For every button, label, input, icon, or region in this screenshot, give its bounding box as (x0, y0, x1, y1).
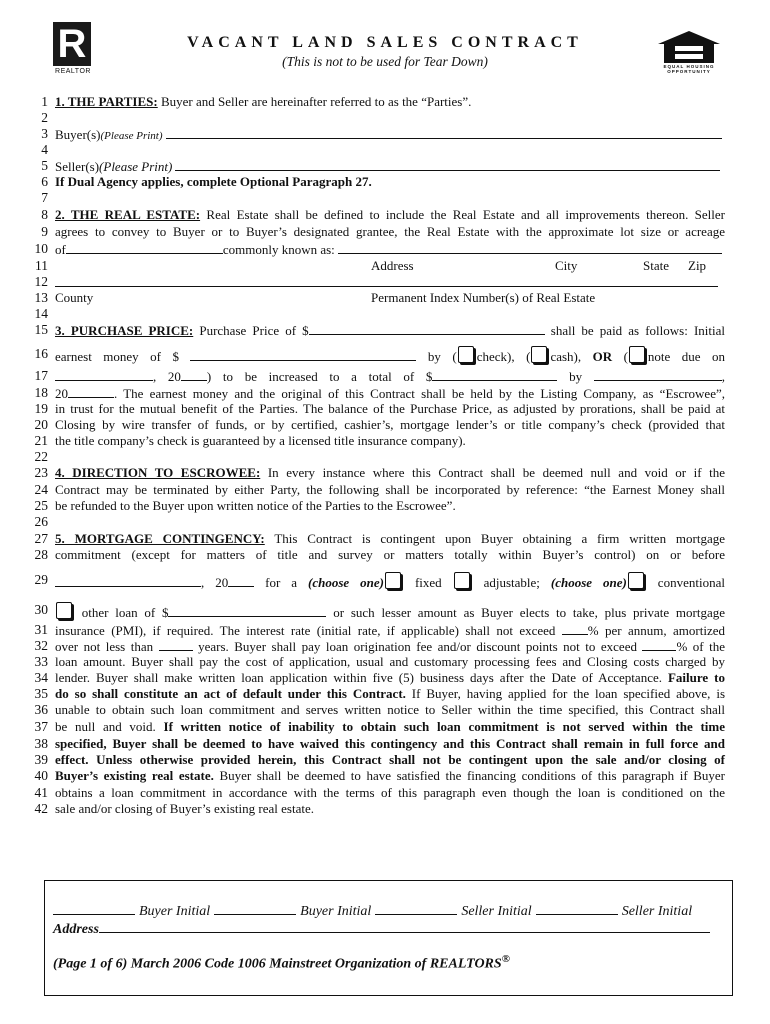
line-text: agrees to convey to Buyer or to Buyer’s designated grantee, the Real Estate with the approximate lot size or acreage (55, 224, 725, 239)
line-number: 42 (34, 801, 48, 816)
contract-line-7 (30, 190, 725, 206)
line-number: 21 (34, 433, 48, 448)
contract-subtitle: (This is not to be used for Tear Down) (282, 54, 488, 69)
line-text: commonly known as: (222, 242, 335, 257)
seller-label-hint: (Please Print) (99, 159, 173, 174)
line-number: 33 (34, 654, 48, 669)
contract-line-31 (30, 622, 725, 638)
line-text: cash), (550, 349, 593, 364)
line-number: 34 (34, 670, 48, 685)
note-due-date-field[interactable] (55, 368, 153, 381)
county-pin-field[interactable] (55, 274, 718, 287)
line-number: 8 (41, 207, 48, 222)
contract-line-35 (30, 686, 725, 702)
earnest-increase-year-field[interactable] (68, 385, 114, 398)
line-text: by ( (427, 349, 457, 364)
contract-line-26 (30, 514, 725, 530)
line-text: ) to be increased to a total of $ (206, 369, 433, 384)
line-text: by (557, 369, 594, 384)
address-label: Address (53, 922, 99, 937)
line-text: do so shall constitute an act of default under this Contract. (55, 686, 406, 701)
line-number: 3 (41, 126, 48, 141)
note-checkbox[interactable] (629, 346, 645, 363)
seller-initial-label-2: Seller Initial (621, 904, 693, 919)
section-heading-purchase-price: 3. PURCHASE PRICE: (55, 323, 194, 338)
contract-line-12 (30, 274, 725, 290)
line-text: or such lesser amount as Buyer elects to take, plus private mortgage (326, 605, 725, 620)
contract-line-23 (30, 465, 725, 481)
line-text: fixed (404, 575, 453, 590)
line-number: 12 (34, 274, 48, 289)
address-row (53, 920, 710, 938)
contract-line-17 (30, 368, 725, 384)
contract-line-22 (30, 449, 725, 465)
line-text: adjustable; (472, 575, 551, 590)
zip-caption: Zip (688, 258, 707, 273)
buyer-label: Buyer(s) (55, 127, 101, 142)
contract-line-14 (30, 306, 725, 322)
line-text: Buyer shall be deemed to have satisfied the financing conditions of this paragraph if Buyer (213, 768, 726, 783)
contract-line-3 (30, 126, 725, 142)
line-text: other loan of $ (75, 605, 169, 620)
line-number: 23 (34, 465, 48, 480)
line-text: effect. Unless otherwise provided herein, this Contract shall not be contingent upon the sale and/or closing of (55, 752, 725, 767)
line-text: Buyer’s existing real estate. (55, 768, 214, 783)
line-number: 5 (41, 158, 48, 173)
line-text: In every instance where this Contract shall be deemed null and void or if the (260, 465, 725, 480)
earnest-money-field[interactable] (190, 348, 416, 361)
contract-line-9 (30, 224, 725, 240)
line-number: 1 (41, 94, 48, 109)
line-text: If Buyer, having applied for the loan specified above, is (405, 686, 725, 701)
buyer-initial-label-2: Buyer Initial (300, 904, 372, 919)
line-number: 19 (34, 401, 48, 416)
line-number: 16 (34, 346, 48, 361)
line-text: , 20 (153, 369, 181, 384)
realtor-logo-caption: REALTOR (55, 68, 91, 75)
line-text: conventional (646, 575, 725, 590)
contract-line-41 (30, 785, 725, 801)
line-number: 38 (34, 736, 48, 751)
check-checkbox[interactable] (458, 346, 474, 363)
conventional-loan-checkbox[interactable] (628, 572, 644, 589)
fixed-rate-checkbox[interactable] (385, 572, 401, 589)
line-text: insurance (PMI), if required. The interest rate (initial rate, if applicable) shall not exceed (55, 623, 562, 638)
page-footer-info (53, 953, 510, 973)
line-text: ( (612, 349, 628, 364)
contract-line-37 (30, 719, 725, 735)
line-text: Purchase Price of $ (193, 323, 309, 338)
contract-line-36 (30, 702, 725, 718)
note-due-year-field[interactable] (181, 368, 207, 381)
contract-line-1 (30, 94, 725, 110)
address-caption: Address (371, 258, 414, 273)
line-text: the title company’s check is guaranteed by a licensed title insurance company). (55, 433, 466, 448)
line-number: 10 (34, 241, 48, 256)
line-number: 35 (34, 686, 48, 701)
contract-line-5 (30, 158, 725, 174)
line-text: % per annum, amortized (587, 623, 725, 638)
contract-line-27 (30, 531, 725, 547)
line-number: 6 (41, 174, 48, 189)
seller-initial-field-2[interactable] (536, 902, 618, 915)
line-text: , (721, 369, 725, 384)
initials-row (53, 902, 722, 920)
line-number: 9 (41, 224, 48, 239)
origination-fee-field[interactable] (642, 638, 676, 651)
contract-title: VACANT LAND SALES CONTRACT (187, 34, 583, 51)
line-text: years. Buyer shall pay loan origination fee and/or discount points not to exceed (192, 639, 643, 654)
line-number: 25 (34, 498, 48, 513)
line-text: Closing by wire transfer of funds, or by certified, cashier’s, mortgage lender’s or title company’s check (provided that (55, 417, 725, 432)
equal-housing-house-icon (656, 30, 722, 64)
line-text: be null and void. (55, 719, 164, 734)
contract-line-21 (30, 433, 725, 449)
section-heading-real-estate: 2. THE REAL ESTATE: (55, 207, 201, 222)
contract-line-16 (30, 341, 725, 365)
line-text: for a (254, 575, 309, 590)
line-number: 4 (41, 142, 48, 157)
line-text: Failure to (667, 670, 725, 685)
initials-footer-box (44, 880, 733, 996)
commitment-year-field[interactable] (228, 574, 254, 587)
line-number: 29 (34, 572, 48, 587)
seller-initial-field-1[interactable] (375, 902, 457, 915)
line-text: specified, Buyer shall be deemed to have waived this contingency and this Contract shall remain in full force and (55, 736, 725, 751)
line-number: 30 (34, 602, 48, 617)
property-address-field[interactable] (338, 241, 722, 254)
buyer-initial-field-2[interactable] (214, 902, 296, 915)
line-number: 36 (34, 702, 48, 717)
line-text: earnest money of $ (55, 349, 179, 364)
lot-size-field[interactable] (66, 241, 223, 254)
loan-amount-field[interactable] (168, 604, 326, 617)
purchase-price-field[interactable] (309, 322, 545, 335)
line-number: 24 (34, 482, 48, 497)
contract-line-25 (30, 498, 725, 514)
address-field[interactable] (99, 920, 710, 933)
realtor-logo: R REALTOR (50, 20, 96, 78)
buyer-initial-field-1[interactable] (53, 902, 135, 915)
section-heading-parties: 1. THE PARTIES: (55, 94, 158, 109)
equal-housing-logo (656, 30, 722, 74)
line-number: 41 (34, 785, 48, 800)
contract-line-38 (30, 736, 725, 752)
city-caption: City (555, 258, 578, 273)
line-text: (choose one) (308, 575, 384, 590)
line-text: OR (592, 349, 613, 364)
line-text: If written notice of inability to obtain such loan commitment is not served within the time (163, 719, 725, 734)
line-text: unable to obtain such loan commitment and serves written notice to Seller within the time specified, this Contract shall (55, 702, 725, 717)
dual-agency-note: If Dual Agency applies, complete Optional Paragraph 27. (55, 174, 372, 189)
state-caption: State (643, 258, 669, 273)
cash-checkbox[interactable] (531, 346, 547, 363)
line-text: % of the (676, 639, 726, 654)
line-number: 11 (35, 258, 48, 273)
contract-line-39 (30, 752, 725, 768)
earnest-increase-date-field[interactable] (594, 368, 722, 381)
line-text: , 20 (201, 575, 229, 590)
line-text: Buyer and Seller are hereinafter referred to as the “Parties”. (157, 94, 472, 109)
contract-line-19 (30, 401, 725, 417)
contract-line-6 (30, 174, 725, 190)
line-number: 27 (34, 531, 48, 546)
buyer-label-hint: (Please Print) (100, 130, 163, 142)
contract-line-13 (30, 290, 725, 306)
contract-line-30 (30, 597, 725, 621)
line-number: 7 (41, 190, 48, 205)
line-text: commitment (except for matters of title and survey or matters totally within Buyer’s control) on or before (55, 547, 725, 562)
line-text: check), ( (476, 349, 531, 364)
contract-line-4 (30, 142, 725, 158)
line-text: This Contract is contingent upon Buyer obtaining a firm written mortgage (264, 531, 725, 546)
line-text: note due on (647, 349, 726, 364)
registered-mark: ® (501, 953, 510, 965)
seller-initial-label-1: Seller Initial (461, 904, 532, 919)
line-number: 37 (34, 719, 48, 734)
line-text: sale and/or closing of Buyer’s existing real estate. (55, 801, 314, 816)
line-text: in trust for the mutual benefit of the Parties. The balance of the Purchase Price, as adjusted by prorations, shall be paid at (55, 401, 725, 416)
line-text: 20 (55, 386, 68, 401)
line-text: Contract may be terminated by either Party, the following shall be incorporated by reference: “the Earnest Money shall (55, 482, 725, 497)
total-earnest-money-field[interactable] (432, 368, 557, 381)
seller-name-field[interactable] (175, 158, 720, 171)
contract-line-10 (30, 241, 725, 257)
contract-line-2 (30, 110, 725, 126)
contract-line-28 (30, 547, 725, 563)
contract-line-20 (30, 417, 725, 433)
contract-line-24 (30, 482, 725, 498)
page-info-text: (Page 1 of 6) March 2006 Code 1006 Mainstreet Organization of REALTORS (53, 956, 502, 972)
section-heading-mortgage: 5. MORTGAGE CONTINGENCY: (55, 531, 265, 546)
buyer-initial-label-1: Buyer Initial (139, 904, 211, 919)
line-number: 26 (34, 514, 48, 529)
line-number: 17 (34, 368, 48, 383)
line-text: loan amount. Buyer shall pay the cost of application, usual and customary processing fees and Closing costs charged by (55, 654, 725, 669)
line-number: 39 (34, 752, 48, 767)
pin-caption: Permanent Index Number(s) of Real Estate (371, 290, 596, 305)
line-text: lender. Buyer shall make written loan application within five (5) business days after the Date of Acceptance. (55, 670, 668, 685)
line-text: be refunded to the Buyer upon written notice of the Parties to the Escrowee”. (55, 498, 456, 513)
line-number: 28 (34, 547, 48, 562)
contract-line-15 (30, 322, 725, 338)
line-number: 2 (41, 110, 48, 125)
contract-line-33 (30, 654, 725, 670)
line-number: 20 (34, 417, 48, 432)
contract-line-40 (30, 768, 725, 784)
line-text: over not less than (55, 639, 159, 654)
section-heading-escrowee: 4. DIRECTION TO ESCROWEE: (55, 465, 261, 480)
seller-label: Seller(s) (55, 159, 100, 174)
interest-rate-field[interactable] (562, 622, 588, 635)
amortization-years-field[interactable] (159, 638, 193, 651)
line-number: 13 (34, 290, 48, 305)
commitment-date-field[interactable] (55, 574, 201, 587)
buyer-name-field[interactable] (166, 126, 722, 139)
contract-line-32 (30, 638, 725, 654)
contract-line-42 (30, 801, 725, 817)
line-number: 15 (34, 322, 48, 337)
line-text: Real Estate shall be defined to include the Real Estate and all improvements thereon. Seller (200, 207, 725, 222)
contract-line-34 (30, 670, 725, 686)
line-number: 14 (34, 306, 48, 321)
line-number: 22 (34, 449, 48, 464)
line-text: . The earnest money and the original of this Contract shall be held by the Listing Company, as “Escrowee”, (114, 386, 725, 401)
contract-line-11 (30, 258, 725, 274)
line-number: 18 (34, 385, 48, 400)
county-caption: County (55, 290, 94, 305)
line-text: shall be paid as follows: Initial (544, 323, 725, 338)
other-loan-checkbox[interactable] (56, 602, 72, 619)
equal-housing-caption: EQUAL HOUSING OPPORTUNITY (663, 64, 715, 74)
contract-line-29 (30, 567, 725, 591)
line-text: (choose one) (550, 575, 627, 590)
line-number: 32 (34, 638, 48, 653)
line-text: of (55, 242, 66, 257)
contract-line-18 (30, 385, 725, 401)
contract-line-8 (30, 207, 725, 223)
adjustable-rate-checkbox[interactable] (454, 572, 470, 589)
line-number: 40 (34, 768, 48, 783)
line-text: obtains a loan commitment in accordance with the terms of this paragraph even though the loan is conditioned on the (55, 785, 725, 800)
line-number: 31 (34, 622, 48, 637)
